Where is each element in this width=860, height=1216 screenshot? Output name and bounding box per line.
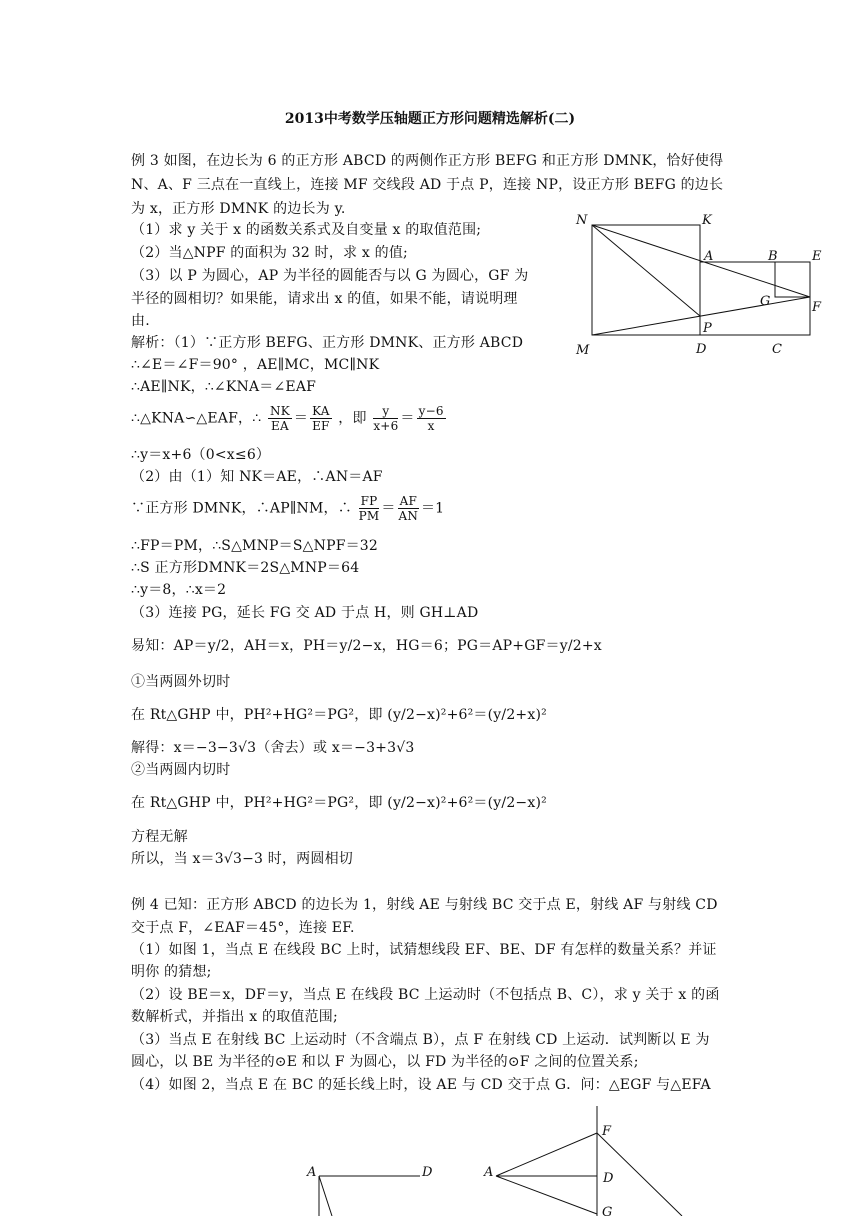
- fig2-ray-ae: [496, 1176, 597, 1214]
- label-f: F: [812, 300, 822, 315]
- fraction-numerator: y−6: [418, 404, 444, 418]
- ex4-line-1: 例 4 已知：正方形 ABCD 的边长为 1，射线 AE 与射线 BC 交于点 E，射线 AF 与射线 CD: [131, 897, 718, 913]
- fraction-denominator: AN: [398, 509, 419, 523]
- label-k: K: [702, 213, 712, 228]
- solution-line-3: ∴AE∥NK，∴∠KNA＝∠EAF: [131, 379, 317, 395]
- fig2-label-f: F: [602, 1124, 612, 1139]
- page-title: 2013中考数学压轴题正方形问题精选解析(二): [284, 111, 576, 127]
- solution-line-10: ∴y＝8，∴x＝2: [131, 582, 227, 598]
- solution-line-7-text-a: ∵正方形 DMNK，∴AP∥NM，∴: [131, 500, 352, 517]
- square-abcd: [700, 262, 810, 335]
- fraction-numerator: AF: [399, 494, 417, 508]
- ex4-line-9: （4）如图 2，当点 E 在 BC 的延长线上时，设 AE 与 CD 交于点 G．问：△EGF 与△EFA: [131, 1077, 711, 1093]
- fig2-ray-af: [496, 1133, 597, 1176]
- solution-line-4-text-a: ∴△KNA∽△EAF，∴: [131, 410, 262, 427]
- ex4-line-4: 明你 的猜想;: [131, 964, 212, 980]
- fraction-numerator: NK: [270, 404, 290, 418]
- label-a: A: [704, 249, 714, 264]
- fraction-numerator: y: [373, 404, 398, 419]
- fraction-fp-pm: [359, 494, 380, 523]
- solution-line-8: ∴FP＝PM，∴S△MNP＝S△NPF＝32: [131, 538, 379, 554]
- fig1-label-d: D: [422, 1165, 433, 1180]
- solution-line-7: ∵正方形 DMNK，∴AP∥NM，∴ $\frac{FP}{PM}$ ＝ $\frac{AF}{AN}$ ＝1: [131, 494, 445, 523]
- label-n: N: [576, 213, 588, 228]
- fraction-af-an: [398, 494, 419, 523]
- square-befg: [775, 262, 810, 297]
- solution-line-13: ①当两圆外切时: [131, 674, 231, 690]
- solution-line-6: （2）由（1）知 NK＝AE，∴AN＝AF: [131, 469, 383, 485]
- line-mf: [592, 297, 810, 335]
- fraction-denominator: x: [427, 419, 435, 433]
- ex3-question-3b: 半径的圆相切？如果能，请求出 x 的值，如果不能，请说明理: [131, 291, 518, 307]
- solution-line-4: ∴△KNA∽△EAF，∴ $\frac{NK}{EA}$ ＝ $\frac{KA}{EF}$ ，即 $\frac{y}{x+6}$ ＝ $\frac{y-6}{x}$: [131, 404, 444, 433]
- ex3-line-3: 为 x，正方形 DMNK 的边长为 y.: [131, 201, 346, 217]
- fig1-ray-ae: [319, 1176, 332, 1216]
- fraction-numerator: FP: [360, 494, 378, 508]
- solution-line-1: 解析：（1）∵正方形 BEFG、正方形 DMNK、正方形 ABCD: [131, 335, 524, 351]
- ex4-line-3: （1）如图 1，当点 E 在线段 BC 上时，试猜想线段 EF、BE、DF 有怎样的数量关系？并证: [131, 942, 717, 958]
- solution-line-4-text-b: ，即: [338, 410, 367, 427]
- solution-line-15: 解得：x＝−3−3√3（舍去）或 x＝−3+3√3: [131, 740, 415, 756]
- fraction-ka-ef: [310, 404, 332, 433]
- fraction-nk-ea: [268, 404, 292, 433]
- label-c: C: [772, 342, 782, 357]
- solution-line-5: ∴y＝x+6（0<x≤6）: [131, 447, 271, 463]
- fig1-label-a: A: [307, 1165, 317, 1180]
- ex4-line-5: （2）设 BE＝x，DF＝y，当点 E 在线段 BC 上运动时（不包括点 B、C），求 y 关于 x 的函: [131, 987, 720, 1003]
- fig2-label-a: A: [484, 1165, 494, 1180]
- fraction-denominator: EA: [271, 419, 289, 433]
- line-np: [592, 225, 700, 316]
- solution-line-18: 方程无解: [131, 829, 188, 845]
- ex3-question-3c: 由.: [131, 313, 150, 329]
- fig2-label-d: D: [603, 1171, 614, 1186]
- solution-line-12: 易知：AP＝y/2，AH＝x，PH＝y/2−x，HG＝6；PG＝AP+GF＝y/2+x: [131, 638, 602, 654]
- solution-line-17: 在 Rt△GHP 中，PH²+HG²＝PG²，即 (y/2−x)²+6²＝(y/2−x)²: [131, 795, 547, 811]
- figure-example-3: [570, 205, 830, 360]
- fraction-numerator: KA: [312, 404, 330, 418]
- ex4-line-2: 交于点 F，∠EAF＝45°，连接 EF.: [131, 920, 355, 936]
- ex3-question-2: （2）当△NPF 的面积为 32 时，求 x 的值;: [131, 245, 408, 261]
- solution-line-14: 在 Rt△GHP 中，PH²+HG²＝PG²，即 (y/2−x)²+6²＝(y/2+x)²: [131, 707, 547, 723]
- ex3-line-1: 例 3 如图，在边长为 6 的正方形 ABCD 的两侧作正方形 BEFG 和正方形 DMNK，恰好使得: [131, 153, 724, 169]
- ex4-line-7: （3）当点 E 在射线 BC 上运动时（不含端点 B），点 F 在射线 CD 上运动．试判断以 E 为: [131, 1032, 710, 1048]
- ex4-line-6: 数解析式，并指出 x 的取值范围;: [131, 1009, 338, 1025]
- solution-line-11: （3）连接 PG，延长 FG 交 AD 于点 H，则 GH⊥AD: [131, 605, 479, 621]
- ex3-line-2: N、A、F 三点在一直线上，连接 MF 交线段 AD 于点 P，连接 NP，设正方形 BEFG 的边长: [131, 177, 724, 193]
- solution-line-9: ∴S 正方形DMNK＝2S△MNP＝64: [131, 560, 360, 576]
- ex3-question-3a: （3）以 P 为圆心，AP 为半径的圆能否与以 G 为圆心，GF 为: [131, 268, 529, 284]
- solution-line-19: 所以，当 x＝3√3−3 时，两圆相切: [131, 851, 353, 867]
- fraction-y6-x: [417, 404, 446, 433]
- fraction-y-x6: [373, 404, 398, 433]
- label-m: M: [576, 343, 590, 358]
- fraction-denominator: EF: [312, 419, 330, 433]
- label-d: D: [696, 342, 707, 357]
- label-e: E: [812, 249, 822, 264]
- ex4-line-8: 圆心，以 BE 为半径的⊙E 和以 F 为圆心，以 FD 为半径的⊙F 之间的位置关系;: [131, 1054, 639, 1070]
- fraction-denominator: x+6: [373, 419, 399, 433]
- label-p: P: [703, 321, 712, 336]
- solution-line-16: ②当两圆内切时: [131, 762, 231, 778]
- label-g: G: [760, 294, 771, 309]
- fig2-label-g: G: [602, 1205, 613, 1216]
- figure-example-4: [290, 1100, 710, 1216]
- solution-line-2: ∴∠E＝∠F＝90° ，AE∥MC，MC∥NK: [131, 357, 380, 373]
- ex3-question-1: （1）求 y 关于 x 的函数关系式及自变量 x 的取值范围;: [131, 222, 482, 238]
- label-b: B: [768, 249, 778, 264]
- solution-line-7-text-b: ＝1: [420, 500, 445, 517]
- fraction-denominator: PM: [358, 509, 380, 523]
